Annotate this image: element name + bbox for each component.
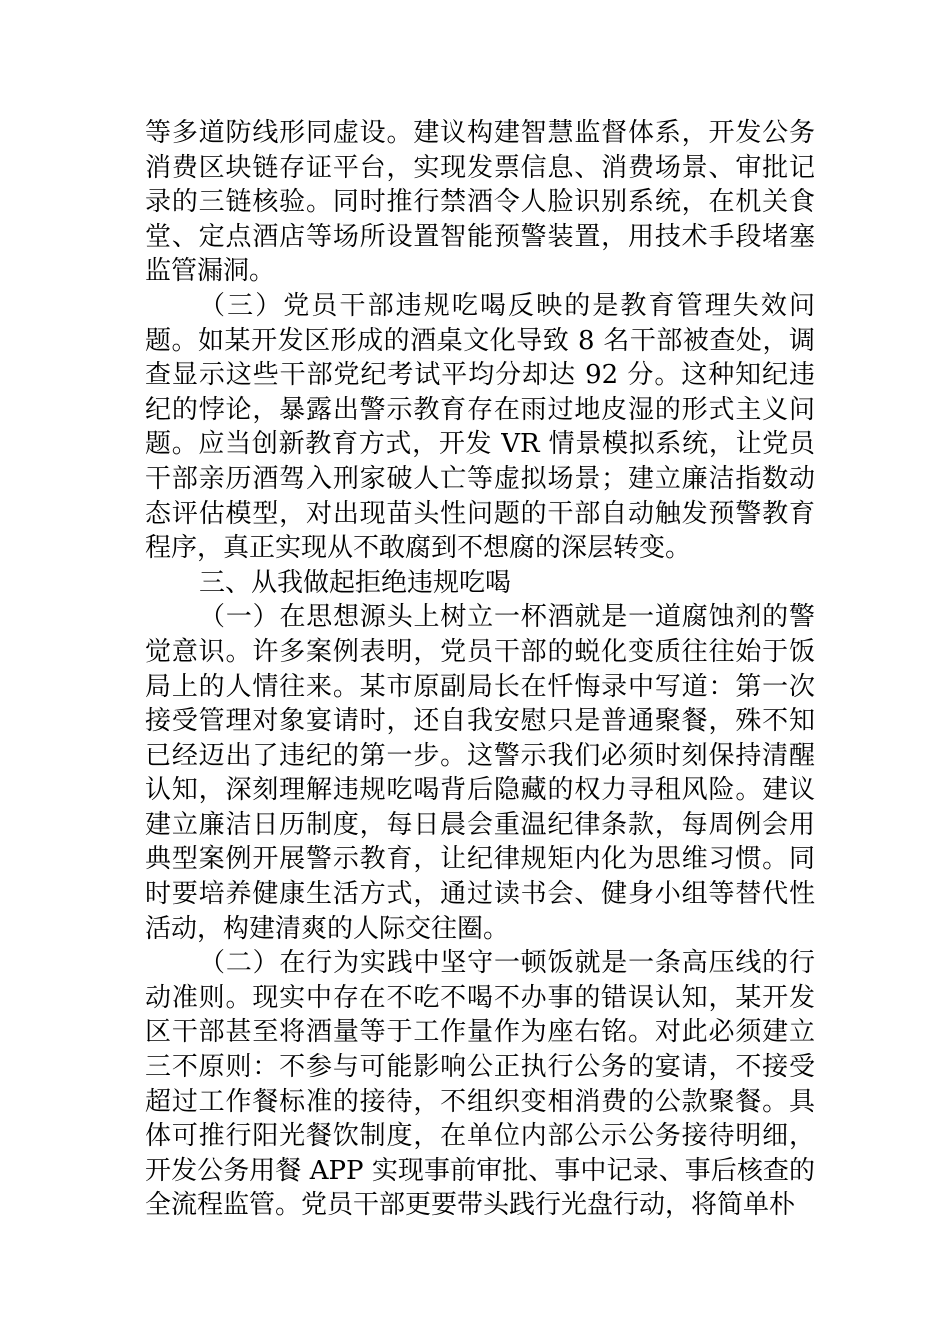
document-body <box>145 116 815 1223</box>
paragraph-1: 等多道防线形同虚设。建议构建智慧监督体系，开发公务消费区块链存证平台，实现发票信息、消费场景、审批记录的三链核验。同时推行禁酒令人脸识别系统，在机关食堂、定点酒店等场所设置智能预警装置，用技术手段堵塞监管漏洞。 <box>145 118 815 287</box>
section-heading: 三、从我做起拒绝违规吃喝 <box>199 567 512 598</box>
paragraph-4: （二）在行为实践中坚守一顿饭就是一条高压线的行动准则。现实中存在不吃不喝不办事的错误认知，某开发区干部甚至将酒量等于工作量作为座右铭。对此必须建立三不原则：不参与可能影响公正执行公务的宴请，不接受超过工作餐标准的接待，不组织变相消费的公款聚餐。具体可推行阳光餐饮制度，在单位内部公示公务接待明细，开发公务用餐 APP 实现事前审批、事中记录、事后核查的全流程监管。党员干部更要带头践行光盘行动，将简单朴 <box>145 948 815 1221</box>
paragraph-2: （三）党员干部违规吃喝反映的是教育管理失效问题。如某开发区形成的酒桌文化导致 8 名干部被查处，调查显示这些干部党纪考试平均分却达 92 分。这种知纪违纪的悖论，暴露出警示教育存在雨过地皮湿的形式主义问题。应当创新教育方式，开发 VR 情景模拟系统，让党员干部亲历酒驾入刑家破人亡等虚拟场景；建立廉洁指数动态评估模型，对出现苗头性问题的干部自动触发预警教育程序，真正实现从不敢腐到不想腐的深层转变。 <box>145 290 815 564</box>
paragraph-3: （一）在思想源头上树立一杯酒就是一道腐蚀剂的警觉意识。许多案例表明，党员干部的蜕化变质往往始于饭局上的人情往来。某市原副局长在忏悔录中写道：第一次接受管理对象宴请时，还自我安慰只是普通聚餐，殊不知已经迈出了违纪的第一步。这警示我们必须时刻保持清醒认知，深刻理解违规吃喝背后隐藏的权力寻租风险。建议建立廉洁日历制度，每日晨会重温纪律条款，每周例会用典型案例开展警示教育，让纪律规矩内化为思维习惯。同时要培养健康生活方式，通过读书会、健身小组等替代性活动，构建清爽的人际交往圈。 <box>145 602 815 944</box>
